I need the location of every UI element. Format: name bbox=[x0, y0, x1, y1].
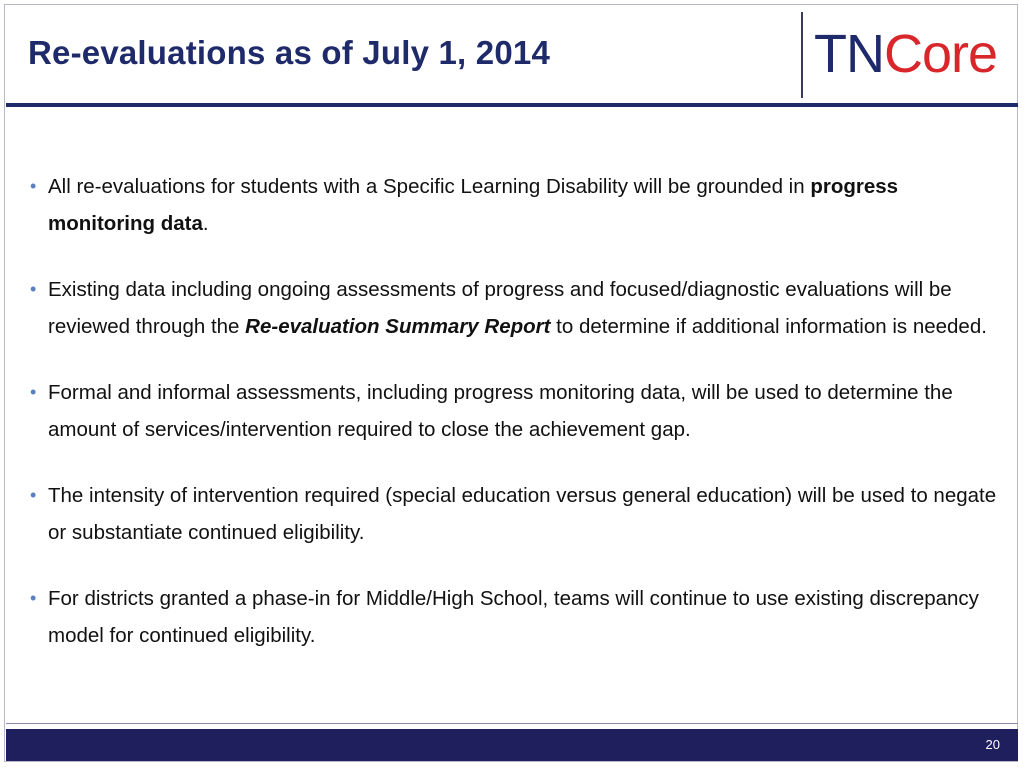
bullet-text: For districts granted a phase-in for Middle/High School, teams will continue to use existing discrepancy model for continued eligibility. bbox=[48, 587, 979, 647]
slide-title: Re-evaluations as of July 1, 2014 bbox=[28, 34, 550, 71]
bullet-dot-icon: • bbox=[30, 279, 37, 299]
bullet-dot-icon: • bbox=[30, 176, 37, 196]
bullet-dot-icon: • bbox=[30, 588, 37, 608]
bullet-item bbox=[30, 580, 1005, 654]
bullet-dot-icon: • bbox=[30, 382, 37, 402]
bullet-item bbox=[30, 271, 1005, 345]
bullet-dot-icon: • bbox=[30, 485, 37, 505]
bullet-item bbox=[30, 477, 1005, 551]
footer-rule bbox=[6, 723, 1018, 724]
bullet-item bbox=[30, 168, 1005, 242]
tncore-logo bbox=[814, 24, 997, 84]
bullet-item bbox=[30, 374, 1005, 448]
bullet-text: . bbox=[202, 212, 209, 235]
footer-bar bbox=[6, 729, 1018, 761]
bullet-text: to determine if additional information is needed. bbox=[550, 315, 987, 338]
bullet-text: The intensity of intervention required (special education versus general education) will be used to negate or substantiate continued eligibility. bbox=[48, 484, 997, 544]
logo-text-tn: TN bbox=[814, 24, 884, 84]
bullet-bold-text: progress monitoring data bbox=[48, 175, 899, 235]
bullet-list bbox=[30, 168, 1005, 683]
logo-divider bbox=[801, 12, 803, 98]
bullet-text: Existing data including ongoing assessments of progress and focused/diagnostic evaluations will be reviewed through the bbox=[48, 278, 952, 338]
page-number: 20 bbox=[985, 737, 1000, 752]
header-rule bbox=[6, 103, 1018, 107]
logo-text-core: Core bbox=[883, 24, 998, 84]
bullet-text: All re-evaluations for students with a Specific Learning Disability will be grounded in bbox=[48, 175, 811, 198]
bullet-bold-italic-text: Re-evaluation Summary Report bbox=[245, 315, 551, 338]
bullet-text: Formal and informal assessments, including progress monitoring data, will be used to determine the amount of services/intervention required to close the achievement gap. bbox=[48, 381, 953, 441]
